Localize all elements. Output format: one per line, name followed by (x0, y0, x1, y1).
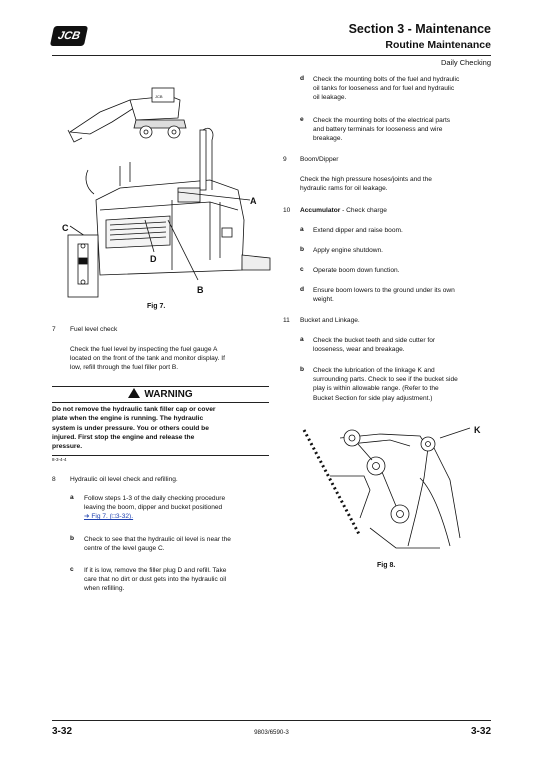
item8-step-a (84, 494, 270, 522)
warning-line: plate when the engine is running. The hydraulic (52, 415, 204, 423)
warning-line: Do not remove the hydraulic tank filler cap or cover (52, 406, 216, 413)
section-title: Section 3 - Maintenance (348, 22, 491, 36)
step-line: surrounding parts. Check to see if the bucket side (313, 376, 458, 384)
step-line: Operate boom down function. (313, 267, 400, 274)
warning-line: injured. First stop the engine and release the (52, 433, 195, 441)
step-line: oil leakage. (313, 94, 347, 102)
doc-code: 9803/6590-3 (254, 729, 289, 736)
item11-step-a-letter: a (300, 336, 304, 343)
item10-step-a-letter: a (300, 226, 304, 233)
item7-line: located on the front of the tank and monitor display. If (70, 355, 225, 363)
item9-line: hydraulic rams for oil leakage. (300, 185, 388, 193)
item10-title-bold: Accumulator (300, 207, 341, 214)
fig7-callout-d: D (150, 254, 157, 264)
step-line: when refilling. (84, 585, 125, 593)
svg-text:JCB: JCB (155, 94, 163, 99)
right-step-e-letter: e (300, 116, 304, 123)
fig7-callout-b: B (197, 285, 204, 295)
item11-title: Bucket and Linkage. (300, 317, 360, 324)
item11-step-b (313, 366, 491, 403)
step-line: Follow steps 1-3 of the daily checking procedure (84, 495, 226, 502)
jcb-logo: JCB (50, 26, 88, 46)
fig7-cross-reference-link[interactable]: ➔ Fig 7. (□3-32). (84, 513, 134, 521)
item10-title (300, 206, 387, 215)
item8-number: 8 (52, 476, 56, 483)
fig8-caption: Fig 8. (377, 562, 396, 569)
item8-title: Hydraulic oil level check and refilling. (70, 476, 178, 483)
item8-step-a-letter: a (70, 494, 74, 501)
item8-step-c-letter: c (70, 566, 74, 573)
step-line: oil tanks for looseness and for fuel and hydraulic (313, 85, 455, 93)
warning-mid-rule (52, 402, 269, 403)
step-line: Check the mounting bolts of the electrical parts (313, 117, 451, 124)
item9-line: Check the high pressure hoses/joints and the (300, 176, 432, 183)
warning-code: 8-3-4-4 (52, 457, 67, 462)
item8-step-b (84, 535, 270, 553)
right-step-d-letter: d (300, 75, 305, 82)
step-line: Check the mounting bolts of the fuel and hydraulic (313, 76, 460, 83)
item10-step-d-letter: d (300, 286, 305, 293)
item11-step-a (313, 336, 491, 354)
step-line: Check to see that the hydraulic oil level is near the (84, 536, 231, 543)
step-line: and battery terminals for looseness and wire (313, 126, 443, 134)
warning-top-rule (52, 386, 269, 387)
item8-step-c (84, 566, 270, 594)
fig8-callout-k: K (474, 425, 481, 435)
step-line: care that no dirt or dust gets into the hydraulic oil (84, 576, 227, 584)
step-line: centre of the level gauge C. (84, 545, 165, 553)
item10-title-rest: - Check charge (340, 207, 387, 214)
section-subtitle: Routine Maintenance (385, 39, 491, 51)
step-line: Ensure boom lowers to the ground under its own (313, 287, 455, 294)
warning-title-text: WARNING (144, 389, 193, 400)
item10-number: 10 (283, 207, 291, 214)
item7-line: Check the fuel level by inspecting the fuel gauge A (70, 346, 218, 353)
page-number-left: 3-32 (52, 726, 73, 737)
subsection-label: Daily Checking (440, 58, 491, 67)
step-line: play is within allowable range. (Refer to the (313, 385, 439, 393)
excavator-overview-drawing (68, 88, 186, 142)
item9-body (300, 175, 491, 193)
header-rule (52, 55, 491, 56)
warning-body (52, 405, 269, 451)
fig8-bucket-linkage-illustration (300, 418, 480, 558)
warning-heading (52, 388, 269, 400)
fig7-excavator-illustration (60, 70, 275, 305)
item7-body (70, 345, 270, 373)
step-line: leaving the boom, dipper and bucket positioned (84, 504, 223, 512)
fig7-caption: Fig 7. (147, 303, 166, 310)
step-line: looseness, wear and breakage. (313, 346, 405, 354)
footer-rule (52, 720, 491, 721)
step-line: If it is low, remove the filler plug D and refill. Take (84, 567, 227, 574)
warning-line: pressure. (52, 443, 83, 451)
step-line: Check the bucket teeth and side cutter for (313, 337, 436, 344)
item9-number: 9 (283, 156, 287, 163)
item10-step-b-letter: b (300, 246, 305, 253)
right-step-d (313, 75, 491, 103)
step-line: breakage. (313, 135, 343, 143)
item10-step-c (313, 266, 491, 275)
warning-triangle-icon (128, 388, 140, 398)
fig7-callout-a: A (250, 196, 257, 206)
item10-step-b (313, 246, 491, 255)
warning-line: system is under pressure. You or others could be (52, 424, 209, 432)
step-line: Extend dipper and raise boom. (313, 227, 403, 234)
item10-step-c-letter: c (300, 266, 304, 273)
step-line: weight. (313, 296, 334, 304)
right-step-e (313, 116, 491, 144)
step-line: Bucket Section for side play adjustment.) (313, 394, 433, 402)
item10-step-d (313, 286, 491, 304)
item11-number: 11 (283, 317, 290, 324)
step-line: Apply engine shutdown. (313, 247, 384, 254)
item7-number: 7 (52, 326, 56, 333)
item10-step-a (313, 226, 491, 235)
item7-line: low, refill through the fuel filler port B. (70, 364, 179, 372)
item8-step-b-letter: b (70, 535, 75, 542)
warning-bottom-rule (52, 455, 269, 456)
fig7-callout-c: C (62, 223, 69, 233)
item9-title: Boom/Dipper (300, 156, 339, 163)
step-line: Check the lubrication of the linkage K and (313, 367, 435, 374)
tank-closeup-drawing (70, 128, 270, 280)
item7-title: Fuel level check (70, 326, 118, 333)
page-number-right: 3-32 (470, 726, 491, 737)
item11-step-b-letter: b (300, 366, 305, 373)
fuel-gauge-inset (68, 235, 98, 297)
